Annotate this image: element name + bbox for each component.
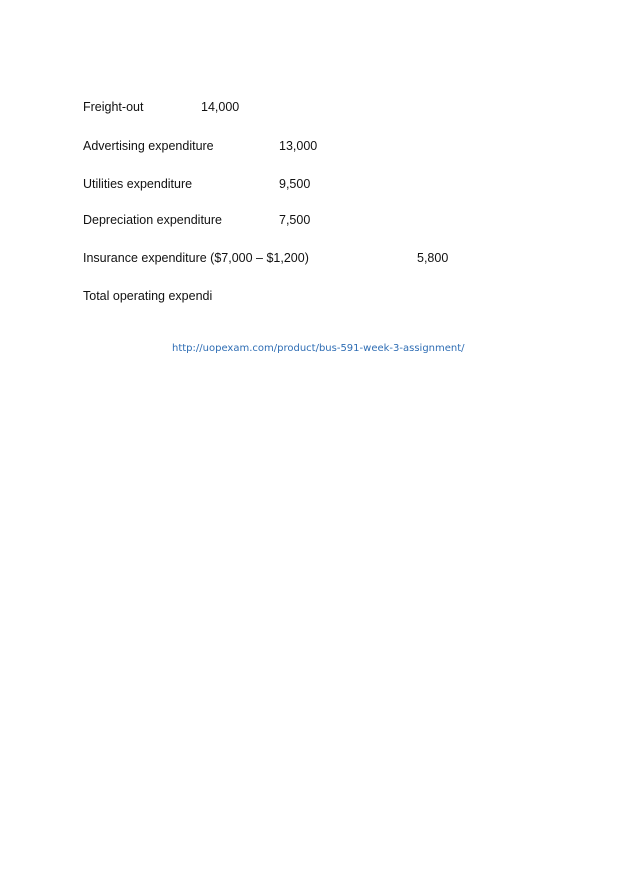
source-link[interactable]: http://uopexam.com/product/bus-591-week-3-assignment/ [172, 343, 465, 354]
line-amount-utilities: 9,500 [279, 177, 311, 191]
line-amount-insurance: 5,800 [417, 251, 449, 265]
line-label-utilities: Utilities expenditure [83, 177, 193, 191]
line-label-depreciation: Depreciation expenditure [83, 213, 222, 227]
line-amount-freight-out: 14,000 [201, 100, 240, 114]
line-amount-advertising: 13,000 [279, 139, 318, 153]
line-label-insurance: Insurance expenditure ($7,000 – $1,200) [83, 251, 309, 265]
line-label-freight-out: Freight-out [83, 100, 144, 114]
line-label-advertising: Advertising expenditure [83, 139, 214, 153]
line-label-total-operating: Total operating expendi [83, 289, 213, 303]
line-amount-depreciation: 7,500 [279, 213, 311, 227]
